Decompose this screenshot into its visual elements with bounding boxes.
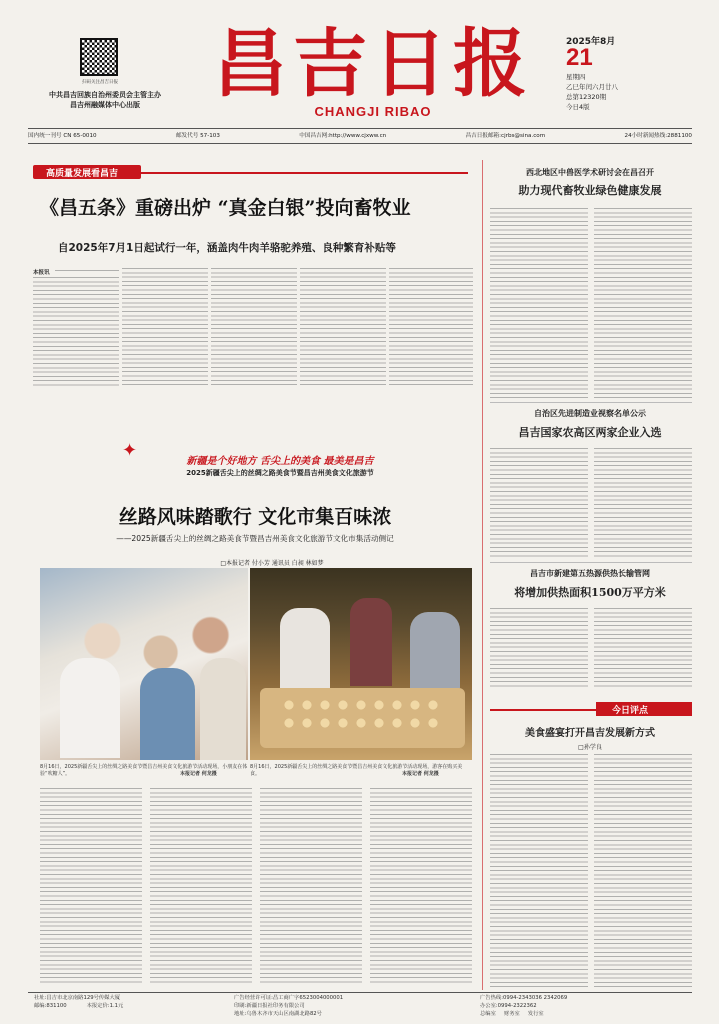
story3-body (490, 608, 588, 688)
photo-food-stall (250, 568, 472, 760)
story3-kicker: 昌吉市新建第五热源供热长输管网 (530, 569, 650, 578)
qr-code (80, 38, 118, 76)
photo-sugar-figure (40, 568, 248, 760)
story2-headline: 昌吉国家农高区两家企业入选 (518, 426, 662, 439)
footer-office-phone: 办公室:0994-2322362 (480, 1003, 537, 1009)
comment-body (490, 754, 588, 988)
section-label: 高质量发展看昌吉 (46, 169, 119, 179)
footer-print: 印刷:新疆日报社印务有限公司 (234, 1003, 305, 1009)
comment-label: 今日评点 (612, 706, 649, 716)
footer-dept-2: 财务室 (503, 1011, 520, 1017)
lead-headline: 《昌五条》重磅出炉 “真金白银”投向畜牧业 (40, 197, 411, 219)
story3-headline: 将增加供热面积1500万平方米 (514, 586, 666, 599)
banner-slogan: 新疆是个好地方 舌尖上的美食 最美是昌吉 (186, 456, 374, 467)
footer-ad-license: 广告经营许可证:昌工商广字6523004000001 (234, 995, 344, 1001)
info-cn: 国内统一刊号 CN 65-0010 (28, 133, 97, 139)
lead-subhead: 自2025年7月1日起试行一年，涵盖肉牛肉羊骆驼养殖、良种繁育补贴等 (58, 242, 396, 254)
issue-number: 总第12320期 (566, 93, 607, 101)
comment-byline: □孙学良 (578, 744, 602, 751)
masthead-pinyin: CHANGJI RIBAO (314, 104, 432, 119)
footer-address: 社址:昌吉市北京南路129号传媒大厦 (34, 995, 121, 1001)
feature-body (40, 788, 472, 988)
story1-kicker: 西北地区中兽医学术研讨会在昌召开 (526, 168, 654, 177)
story2-kicker: 自治区先进制造业视察名单公示 (534, 409, 646, 418)
comment-headline: 美食盛宴打开昌吉发展新方式 (525, 728, 655, 739)
photo2-credit: 本报记者 何龙摄 (402, 771, 439, 777)
story2-body (490, 448, 588, 560)
story1-body (490, 208, 588, 400)
page-count: 今日4版 (566, 103, 590, 111)
photo1-caption: 8月16日，2025新疆舌尖上的丝绸之路美食节暨昌吉州美食文化旅游节活动现场，小朋友在体验“吹糖人”。 (40, 764, 248, 777)
masthead-title: 昌吉日报 (213, 21, 533, 107)
feature-subhead: ——2025新疆舌尖上的丝绸之路美食节暨昌吉州美食文化旅游节文化市集活动侧记 (116, 534, 394, 543)
photo2-caption: 8月16日，2025新疆舌尖上的丝绸之路美食节暨昌吉州美食文化旅游节活动现场，游客在购买美食。 (250, 764, 463, 777)
star-icon: ✦ (122, 440, 138, 461)
feature-byline: □本报记者 付小芳 通讯员 白昶 林如梦 (220, 560, 324, 567)
info-hotline: 24小时新闻热线:2881100 (624, 133, 692, 139)
sponsor-line-2: 昌吉州融媒体中心出版 (70, 101, 140, 109)
date-year-month: 2025年8月 (566, 37, 616, 47)
feature-headline: 丝路风味踏歌行 文化市集百味浓 (118, 506, 392, 528)
info-web[interactable]: 中国昌吉网:http://www.cjxww.cn (299, 133, 387, 139)
footer-print-address: 地址:乌鲁木齐市天山区南湖北路82号 (234, 1011, 322, 1017)
footer-dept-3: 发行室 (527, 1011, 544, 1017)
banner-caption: 2025新疆舌尖上的丝绸之路美食节暨昌吉州美食文化旅游节 (186, 469, 374, 477)
footer-postcode: 邮编:831100 (34, 1003, 67, 1009)
story1-headline: 助力现代畜牧业绿色健康发展 (518, 184, 662, 197)
footer-ad-phone: 广告热线:0994-2343036 2342069 (480, 995, 568, 1001)
footer-price: 本报定价:1.1元 (86, 1003, 124, 1009)
sponsor-line-1: 中共昌吉回族自治州委员会主管主办 (49, 91, 161, 99)
date-day: 21 (566, 44, 593, 71)
info-bar (28, 131, 692, 141)
lead-body (33, 268, 473, 388)
footer (28, 994, 692, 1020)
lead-byline: 本报讯 (33, 270, 50, 276)
lunar-date: 乙巳年闰六月廿八 (566, 83, 618, 91)
info-email[interactable]: 昌吉日报邮箱:cjrbs@sina.com (465, 133, 546, 139)
footer-dept-1: 总编室 (480, 1011, 496, 1017)
weekday: 星期四 (566, 73, 586, 81)
qr-caption: 扫码关注昌吉日报 (82, 80, 118, 85)
photo1-credit: 本报记者 何龙摄 (180, 771, 217, 777)
info-post: 邮发代号 57-103 (175, 133, 220, 139)
